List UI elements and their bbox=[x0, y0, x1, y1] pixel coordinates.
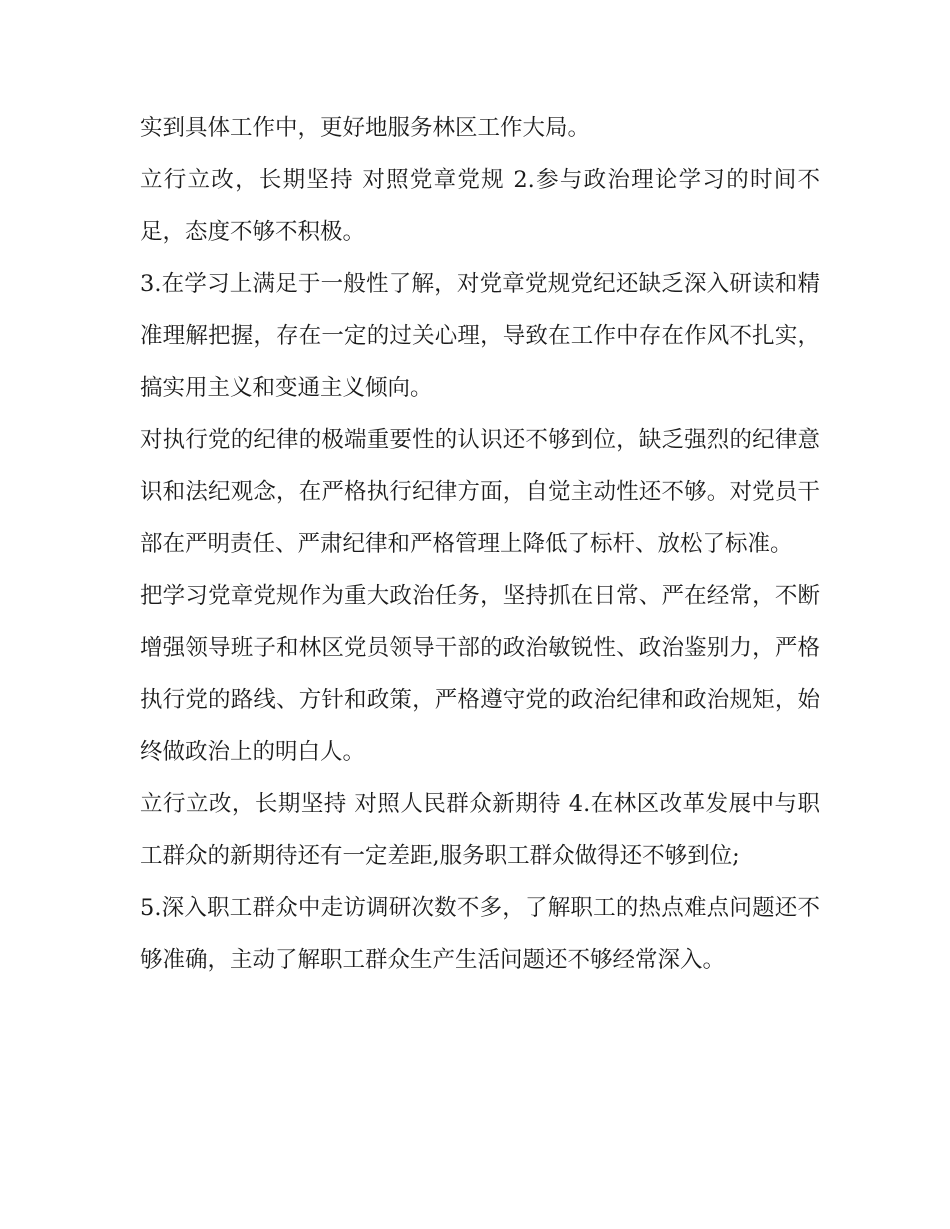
paragraph-1: 实到具体工作中，更好地服务林区工作大局。 bbox=[140, 115, 591, 141]
paragraph-3: 3.在学习上满足于一般性了解，对党章党规党纪还缺乏深入研读和精准理解把握，存在一定的过关心理，导致在工作中存在作风不扎实，搞实用主义和变通主义倾向。 bbox=[140, 271, 820, 401]
paragraph-4: 对执行党的纪律的极端重要性的认识还不够到位，缺乏强烈的纪律意识和法纪观念，在严格执行纪律方面，自觉主动性还不够。对党员干部在严明责任、严肃纪律和严格管理上降低了标杆、放松了标准。 bbox=[140, 427, 820, 557]
paragraph-6: 立行立改，长期坚持 对照人民群众新期待 4.在林区改革发展中与职工群众的新期待还有一定差距,服务职工群众做得还不够到位; bbox=[140, 791, 820, 869]
paragraph-7: 5.深入职工群众中走访调研次数不多，了解职工的热点难点问题还不够准确，主动了解职工群众生产生活问题还不够经常深入。 bbox=[140, 895, 820, 973]
document-page bbox=[140, 102, 820, 986]
paragraph-5: 把学习党章党规作为重大政治任务，坚持抓在日常、严在经常，不断增强领导班子和林区党员领导干部的政治敏锐性、政治鉴别力，严格执行党的路线、方针和政策，严格遵守党的政治纪律和政治规矩，始终做政治上的明白人。 bbox=[140, 583, 820, 765]
paragraph-2: 立行立改，长期坚持 对照党章党规 2.参与政治理论学习的时间不足，态度不够不积极。 bbox=[140, 167, 820, 245]
